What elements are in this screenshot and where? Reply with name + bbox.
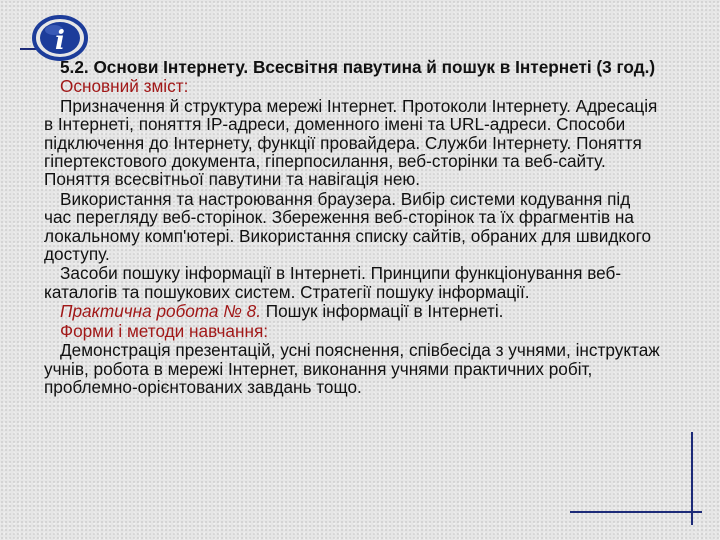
methods-text: Демонстрація презентацій, усні пояснення, співбесіда з учнями, інструктаж учнів, робота в мережі Інтернет, виконання учнями практичних робіт, проблемно-орієнтованих завдань тощо. <box>44 340 660 397</box>
slide-content <box>44 58 662 397</box>
practical-text: Пошук інформації в Інтернеті. <box>260 301 504 322</box>
methods-label: Форми і методи навчання: <box>60 320 269 341</box>
slide-title: 5.2. Основи Інтернету. Всесвітня павутина й пошук в Інтернеті (3 год.) <box>60 57 656 77</box>
practical-label: Практична робота № 8. <box>60 301 261 322</box>
practical-work <box>44 302 662 320</box>
paragraph-browser: Використання та настроювання браузера. Вибір системи кодування під час перегляду веб-сторінок. Збереження веб-сторінок та їх фрагментів на локальному комп'ютері. Використання списку сайтів, обраних для швидкого доступу. <box>44 188 652 265</box>
decor-line-bottom <box>570 511 702 513</box>
logo-glyph: i <box>55 26 65 56</box>
paragraph-structure: Призначення й структура мережі Інтернет. Протоколи Інтернету. Адресація в Інтернеті, поняття IP-адреси, доменного імені та URL-адреси. Способи підключення до Інтернету, функції провайдера. Служби Інтернету. Поняття гіпертекстового документа, гіперпосилання, веб-сторінки та веб-сайту. Поняття всесвітньої павутини та навігація нею. <box>44 95 658 190</box>
paragraph-search: Засоби пошуку інформації в Інтернеті. Принципи функціонування веб-каталогів та пошукових систем. Стратегії пошуку інформації. <box>44 263 622 302</box>
content-label: Основний зміст: <box>60 76 189 97</box>
